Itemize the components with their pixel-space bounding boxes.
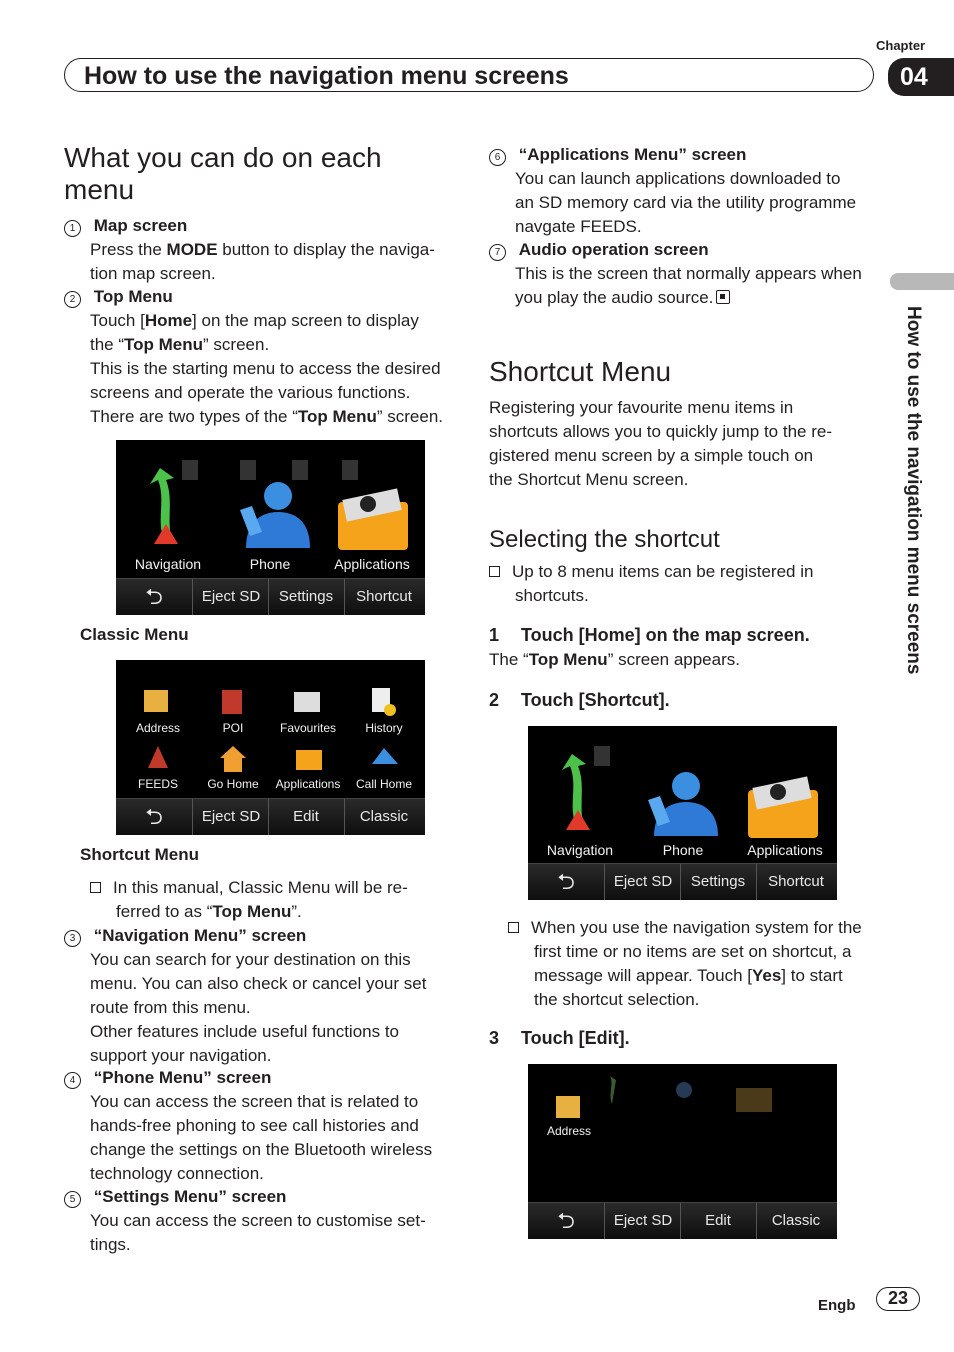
back-icon[interactable]: ⮌: [557, 869, 575, 894]
bold-text: Top Menu: [212, 902, 292, 921]
faded-applications-icon: [736, 1088, 772, 1112]
side-tab-marker: [890, 273, 954, 290]
text: This is the screen that normally appears when: [515, 264, 862, 283]
text: menu. You can also check or cancel your set: [90, 974, 427, 993]
bold-text: Top Menu: [528, 650, 608, 669]
item-title: “Navigation Menu” screen: [93, 926, 307, 945]
caption-shortcut-menu: Shortcut Menu: [80, 845, 199, 864]
page-title: How to use the navigation menu screens: [84, 62, 569, 90]
tile-applications[interactable]: Applications: [334, 556, 410, 572]
step-2: [489, 690, 670, 711]
text: Registering your favourite menu items in: [489, 398, 794, 417]
item-body: [90, 238, 460, 286]
text: You can access the screen that is related to: [90, 1092, 419, 1111]
shortcut-history[interactable]: History: [365, 721, 403, 735]
classic-button[interactable]: Classic: [771, 1212, 821, 1229]
bottom-bar: [528, 863, 837, 900]
shortcut-button[interactable]: Shortcut: [768, 873, 824, 890]
heading-line: menu: [64, 174, 135, 205]
bottom-bar: [528, 1202, 837, 1239]
step-3: [489, 1028, 630, 1049]
number-badge: 1: [64, 220, 81, 237]
selecting-note: [489, 560, 879, 608]
text: you play the audio source.: [515, 288, 714, 307]
back-icon[interactable]: ⮌: [145, 584, 163, 609]
number-badge: 3: [64, 930, 81, 947]
chapter-label: Chapter: [876, 38, 926, 53]
text: The “: [489, 650, 529, 669]
item-title: “Applications Menu” screen: [518, 145, 747, 164]
number-badge: 7: [489, 244, 506, 261]
tile-phone[interactable]: Phone: [662, 842, 704, 858]
text: an SD memory card via the utility programme: [515, 193, 857, 212]
selecting-shortcut-heading: Selecting the shortcut: [489, 526, 720, 553]
text: You can search for your destination on this: [90, 950, 411, 969]
number-badge: 6: [489, 149, 506, 166]
side-tab-title: How to use the navigation menu screens: [903, 306, 924, 675]
classic-button[interactable]: Classic: [359, 808, 409, 825]
step-1: [489, 625, 810, 646]
number-badge: 2: [64, 291, 81, 308]
bold-text: MODE: [166, 240, 218, 259]
tile-applications[interactable]: Applications: [747, 842, 823, 858]
text: the shortcut selection.: [534, 990, 700, 1009]
text: change the settings on the Bluetooth wireless: [90, 1140, 433, 1159]
step-text: Touch [Home] on the map screen.: [521, 625, 810, 645]
shortcut-button[interactable]: Shortcut: [356, 588, 412, 605]
text: ” screen.: [376, 407, 444, 426]
chapter-number: 04: [888, 58, 954, 96]
number-badge: 5: [64, 1191, 81, 1208]
text: When you use the navigation system for the: [531, 918, 862, 937]
history-clock-icon: [384, 704, 396, 716]
back-icon[interactable]: ⮌: [557, 1208, 575, 1233]
text: technology connection.: [90, 1164, 264, 1183]
faded-phone-icon: [676, 1082, 692, 1098]
bold-text: Home: [144, 311, 193, 330]
back-icon[interactable]: ⮌: [145, 804, 163, 829]
favourites-icon: [294, 692, 320, 712]
bottom-bar: [116, 798, 425, 835]
step-text: Touch [Edit].: [521, 1028, 630, 1048]
item-map-screen: [64, 214, 187, 238]
eject-sd-button[interactable]: Eject SD: [613, 1212, 673, 1229]
applications-reel-icon: [770, 784, 786, 800]
text: the Shortcut Menu screen.: [489, 470, 689, 489]
item-applications-menu: [489, 143, 746, 167]
note-first-time: [508, 916, 888, 1012]
text: This is the starting menu to access the desired: [90, 359, 441, 378]
caption-classic-menu: Classic Menu: [80, 625, 189, 644]
number-badge: 4: [64, 1072, 81, 1089]
shortcut-menu-screenshot: [116, 660, 425, 835]
bold-text: Yes: [751, 966, 782, 985]
divider: [192, 799, 193, 835]
text: shortcuts allows you to quickly jump to the re-: [489, 422, 832, 441]
text: tings.: [90, 1235, 131, 1254]
text: gistered menu screen by a simple touch on: [489, 446, 814, 465]
settings-button[interactable]: Settings: [690, 873, 746, 890]
tile-phone[interactable]: Phone: [249, 556, 291, 572]
classic-menu-screenshot-2: [528, 726, 837, 900]
item-title: Map screen: [93, 216, 188, 235]
bold-text: Top Menu: [297, 407, 377, 426]
text: the “: [90, 335, 125, 354]
text: route from this menu.: [90, 998, 251, 1017]
item-phone-menu: [64, 1066, 271, 1090]
phone-person-head-icon: [672, 772, 700, 800]
text: Press the: [90, 240, 167, 259]
item-navigation-menu: [64, 924, 306, 948]
text: screens and operate the various functions.: [90, 383, 411, 402]
feeds-icon: [148, 746, 168, 768]
applications-icon: [296, 750, 322, 770]
item-title: “Phone Menu” screen: [93, 1068, 272, 1087]
step-number: 3: [489, 1028, 500, 1048]
divider: [604, 1203, 605, 1239]
edit-screenshot: [528, 1064, 837, 1239]
text: There are two types of the “: [90, 407, 298, 426]
classic-menu-screenshot: [116, 440, 425, 615]
shortcut-go-home[interactable]: Go Home: [207, 777, 259, 791]
text: ” screen.: [203, 335, 270, 354]
faded-icon: [292, 460, 308, 480]
bold-text: Top Menu: [124, 335, 204, 354]
page-number: 23: [876, 1287, 920, 1311]
text: Touch [: [90, 311, 145, 330]
faded-icon: [342, 460, 358, 480]
shortcut-call-home[interactable]: Call Home: [355, 777, 412, 791]
shortcut-menu-heading: Shortcut Menu: [489, 356, 672, 387]
shortcut-favourites[interactable]: Favourites: [279, 721, 337, 735]
text: Other features include useful functions to: [90, 1022, 400, 1041]
divider: [604, 864, 605, 900]
text: first time or no items are set on shortcut, a: [534, 942, 852, 961]
go-home-icon: [220, 746, 246, 772]
item-top-menu: [64, 285, 173, 309]
text: shortcuts.: [515, 586, 589, 605]
item-body: [90, 1090, 460, 1186]
item-body: [90, 309, 460, 429]
text: ” screen appears.: [607, 650, 740, 669]
faded-navigation-icon: [610, 1076, 616, 1104]
navigation-arrow-icon: [150, 468, 174, 540]
navigation-pin-icon: [566, 810, 590, 830]
text: ] to start: [781, 966, 843, 985]
note-classic-menu: [90, 876, 460, 924]
note-checkbox-icon: [489, 566, 500, 577]
item-body: [90, 1209, 460, 1257]
text: button to display the naviga-: [217, 240, 435, 259]
item-body: [515, 167, 885, 239]
step-1-result: [489, 648, 740, 672]
navigation-pin-icon: [154, 524, 178, 544]
item-settings-menu: [64, 1185, 286, 1209]
text: message will appear. Touch [: [534, 966, 752, 985]
step-text: Touch [Shortcut].: [521, 690, 670, 710]
address-icon: [144, 690, 168, 712]
item-title: “Settings Menu” screen: [93, 1187, 287, 1206]
step-number: 1: [489, 625, 500, 645]
text: Up to 8 menu items can be registered in: [512, 562, 814, 581]
eject-sd-button[interactable]: Eject SD: [201, 808, 261, 825]
item-body: [515, 262, 885, 310]
divider: [192, 579, 193, 615]
text: navgate FEEDS.: [515, 217, 642, 236]
note-checkbox-icon: [508, 922, 519, 933]
text: ”.: [291, 902, 302, 921]
shortcut-applications[interactable]: Applications: [275, 777, 341, 791]
tile-navigation[interactable]: Navigation: [546, 842, 614, 858]
text: support your navigation.: [90, 1046, 272, 1065]
text: tion map screen.: [90, 264, 216, 283]
text: ] on the map screen to display: [192, 311, 419, 330]
faded-icon: [594, 746, 610, 766]
shortcut-address[interactable]: Address: [546, 1124, 592, 1138]
edit-button[interactable]: Edit: [293, 808, 319, 825]
eject-sd-button[interactable]: Eject SD: [201, 588, 261, 605]
text: You can launch applications downloaded to: [515, 169, 841, 188]
phone-person-head-icon: [264, 482, 292, 510]
faded-icon: [182, 460, 198, 480]
bottom-bar: [116, 578, 425, 615]
tile-navigation[interactable]: Navigation: [134, 556, 202, 572]
poi-icon: [222, 690, 242, 714]
eject-sd-button[interactable]: Eject SD: [613, 873, 673, 890]
item-title: Top Menu: [93, 287, 173, 306]
note-checkbox-icon: [90, 882, 101, 893]
shortcut-address[interactable]: Address: [135, 721, 181, 735]
step-number: 2: [489, 690, 500, 710]
text: In this manual, Classic Menu will be re-: [113, 878, 408, 897]
item-audio-operation: [489, 238, 709, 262]
call-home-icon: [372, 748, 398, 764]
text: hands-free phoning to see call histories and: [90, 1116, 419, 1135]
address-icon: [556, 1096, 580, 1118]
navigation-arrow-icon: [562, 754, 586, 826]
shortcut-menu-text: [489, 396, 879, 492]
heading-line: What you can do on each: [64, 142, 382, 173]
shortcut-poi[interactable]: POI: [222, 721, 244, 735]
text: You can access the screen to customise set-: [90, 1211, 426, 1230]
left-heading: [64, 142, 464, 206]
applications-reel-icon: [360, 496, 376, 512]
item-body: [90, 948, 460, 1068]
end-mark-icon: [716, 290, 730, 304]
language-code: Engb: [818, 1297, 856, 1314]
settings-button[interactable]: Settings: [278, 588, 334, 605]
faded-icon: [240, 460, 256, 480]
edit-button[interactable]: Edit: [705, 1212, 731, 1229]
item-title: Audio operation screen: [518, 240, 709, 259]
text: ferred to as “: [116, 902, 213, 921]
shortcut-feeds[interactable]: FEEDS: [137, 777, 178, 791]
